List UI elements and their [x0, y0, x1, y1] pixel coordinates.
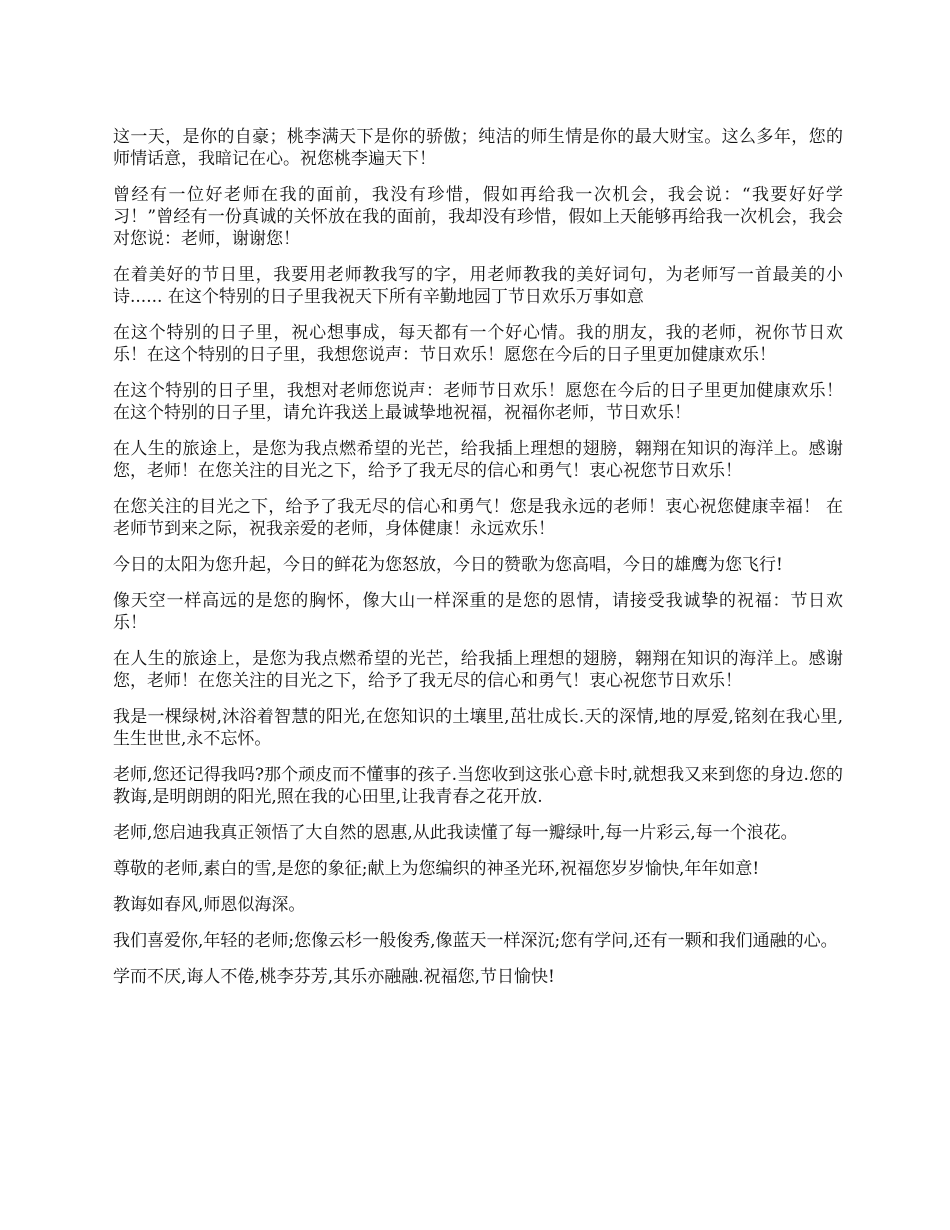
- paragraph: 老师,您启迪我真正领悟了大自然的恩惠,从此我读懂了每一瓣绿叶,每一片彩云,每一个浪花。: [113, 823, 798, 843]
- paragraph: 曾经有一位好老师在我的面前，我没有珍惜，假如再给我一次机会，我会说：“我要好好学习！”曾经有一份真诚的关怀放在我的面前，我却没有珍惜，假如上天能够再给我一次机会，我会对您说：老师，谢谢您！: [113, 185, 843, 249]
- document-body: [113, 126, 843, 1002]
- paragraph: 在这个特别的日子里，我想对老师您说声：老师节日欢乐！愿您在今后的日子里更加健康欢乐！在这个特别的日子里，请允许我送上最诚挚地祝福，祝福你老师，节日欢乐！: [113, 381, 843, 423]
- paragraph: 今日的太阳为您升起，今日的鲜花为您怒放，今日的赞歌为您高唱，今日的雄鹰为您飞行!: [113, 555, 783, 575]
- paragraph: 我是一棵绿树,沐浴着智慧的阳光,在您知识的土壤里,茁壮成长.天的深情,地的厚爱,铭刻在我心里,生生世世,永不忘怀。: [113, 707, 843, 749]
- paragraph: 我们喜爱你,年轻的老师;您像云杉一般俊秀,像蓝天一样深沉;您有学问,还有一颗和我们通融的心。: [113, 931, 838, 951]
- paragraph: 像天空一样高远的是您的胸怀，像大山一样深重的是您的恩情，请接受我诚挚的祝福：节日欢乐！: [113, 591, 843, 633]
- paragraph: 在这个特别的日子里，祝心想事成，每天都有一个好心情。我的朋友，我的老师，祝你节日欢乐！在这个特别的日子里，我想您说声：节日欢乐！愿您在今后的日子里更加健康欢乐！: [113, 323, 843, 365]
- paragraph: 老师,您还记得我吗?那个顽皮而不懂事的孩子.当您收到这张心意卡时,就想我又来到您的身边.您的教诲,是明朗朗的阳光,照在我的心田里,让我青春之花开放.: [113, 765, 843, 807]
- paragraph: 在人生的旅途上，是您为我点燃希望的光芒，给我插上理想的翅膀，翱翔在知识的海洋上。感谢您，老师！在您关注的目光之下，给予了我无尽的信心和勇气！衷心祝您节日欢乐！: [113, 649, 843, 691]
- paragraph: 在着美好的节日里，我要用老师教我写的字，用老师教我的美好词句，为老师写一首最美的小诗...... 在这个特别的日子里我祝天下所有辛勤地园丁节日欢乐万事如意: [113, 265, 843, 307]
- paragraph: 尊敬的老师,素白的雪,是您的象征;献上为您编织的神圣光环,祝福您岁岁愉快,年年如意!: [113, 859, 760, 879]
- paragraph: 在人生的旅途上，是您为我点燃希望的光芒，给我插上理想的翅膀，翱翔在知识的海洋上。感谢您，老师！在您关注的目光之下，给予了我无尽的信心和勇气！衷心祝您节日欢乐！: [113, 439, 843, 481]
- paragraph: 这一天，是你的自豪；桃李满天下是你的骄傲；纯洁的师生情是你的最大财宝。这么多年，您的师情话意，我暗记在心。祝您桃李遍天下！: [113, 127, 843, 169]
- paragraph: 在您关注的目光之下，给予了我无尽的信心和勇气！您是我永远的老师！衷心祝您健康幸福！ 在老师节到来之际，祝我亲爱的老师，身体健康！永远欢乐！: [113, 497, 843, 539]
- paragraph: 学而不厌,诲人不倦,桃李芬芳,其乐亦融融.祝福您,节日愉快!: [113, 967, 555, 987]
- paragraph: 教诲如春风,师恩似海深。: [113, 895, 306, 915]
